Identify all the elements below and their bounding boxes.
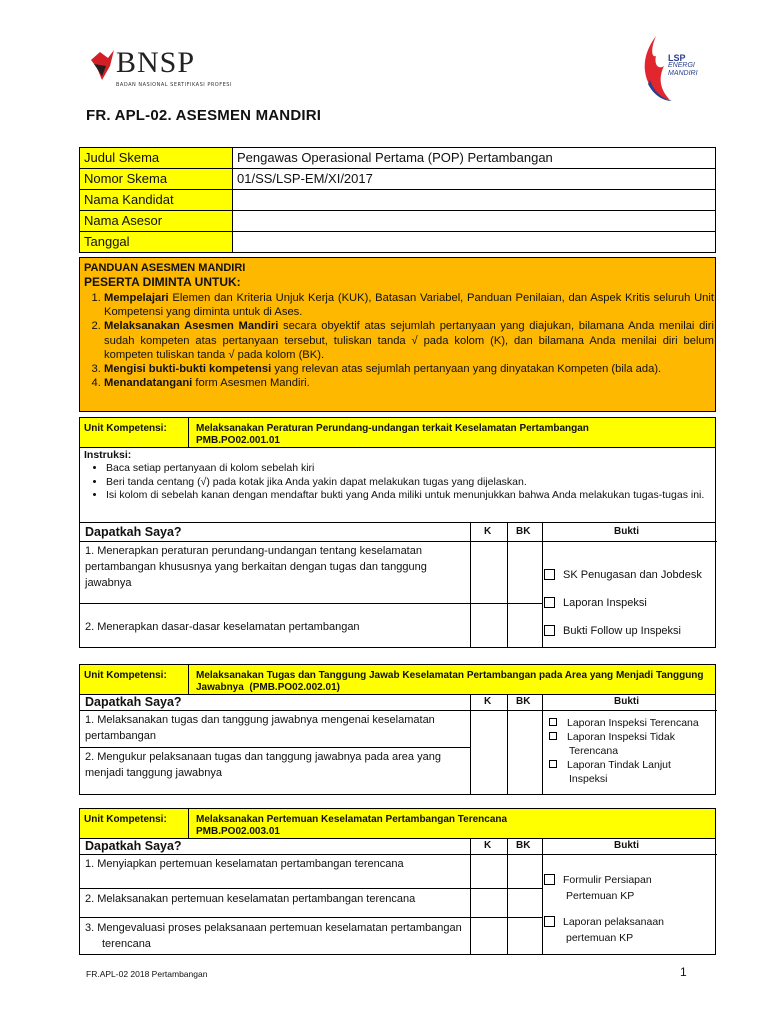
divider — [80, 888, 542, 889]
bukti-label: Laporan Inspeksi Tidak Terencana — [567, 731, 675, 757]
question-text: 2. Melaksanakan pertemuan keselamatan pertambangan terencana — [85, 893, 416, 905]
bukti-item — [544, 872, 704, 904]
header-row — [80, 148, 716, 169]
lsp-logo-line1: LSP — [668, 53, 686, 63]
divider — [188, 809, 189, 838]
bukti-label: Laporan Inspeksi — [563, 597, 647, 609]
header-row — [80, 232, 716, 253]
column-header-bk: BK — [516, 840, 531, 851]
lsp-logo — [636, 34, 720, 104]
guide-subtitle: PESERTA DIMINTA UNTUK: — [84, 275, 241, 289]
unit-code: PMB.PO02.003.01 — [196, 826, 280, 837]
column-header-bk: BK — [516, 696, 531, 707]
bukti-item — [549, 716, 709, 730]
instruction-item: • Baca setiap pertanyaan di kolom sebelah kiri — [106, 462, 706, 476]
bukti-label: Formulir Persiapan Pertemuan KP — [563, 874, 652, 902]
divider — [470, 603, 542, 604]
column-header-k: K — [484, 696, 492, 707]
question-text: 2. Mengukur pelaksanaan tugas dan tanggung jawabnya pada area yang menjadi tanggung jawabnya — [85, 751, 441, 779]
header-label: Nomor Skema — [80, 169, 233, 190]
bukti-checkbox[interactable] — [544, 625, 555, 636]
divider — [80, 854, 717, 855]
scheme-header-table — [79, 147, 716, 253]
unit-title — [196, 814, 709, 838]
document-title: FR. APL-02. ASESMEN MANDIRI — [86, 107, 322, 124]
column-header-question: Dapatkah Saya? — [85, 839, 182, 853]
divider — [80, 603, 470, 604]
bukti-checkbox[interactable] — [544, 597, 555, 608]
unit-kompetensi-header — [79, 417, 716, 448]
unit-kompetensi-header — [79, 808, 716, 839]
guide-item-text: Elemen dan Kriteria Unjuk Kerja (KUK), Batasan Variabel, Panduan Penilaian, dan Aspek Kritis seluruh Unit Kompetensi yang diminta untuk di Ases. — [104, 292, 714, 319]
unit-label: Unit Kompetensi: — [84, 670, 167, 681]
column-header-question: Dapatkah Saya? — [85, 525, 182, 539]
nama-asesor-field[interactable] — [233, 211, 716, 232]
unit-title — [196, 423, 709, 447]
unit-label: Unit Kompetensi: — [84, 814, 167, 825]
instruction-item: • Beri tanda centang (√) pada kotak jika Anda yakin dapat melakukan tugas yang dijelaskan. — [106, 476, 706, 490]
bukti-item — [544, 568, 702, 583]
unit-title-text: Melaksanakan Pertemuan Keselamatan Pertambangan Terencana — [196, 814, 508, 825]
guide-item — [104, 319, 714, 362]
instructions-box — [79, 447, 716, 523]
column-header-bukti: Bukti — [614, 840, 639, 851]
question-text: 1. Melaksanakan tugas dan tanggung jawabnya mengenai keselamatan pertambangan — [85, 714, 435, 742]
guide-item-bold: Melaksanakan Asesmen Mandiri — [104, 320, 279, 333]
header-label: Nama Asesor — [80, 211, 233, 232]
divider — [80, 747, 470, 748]
column-header-bk: BK — [516, 526, 531, 537]
guide-list — [84, 291, 714, 390]
header-row — [80, 211, 716, 232]
unit-title-text: Melaksanakan Tugas dan Tanggung Jawab Keselamatan Pertambangan pada Area yang Menjadi Tanggung Jawabnya — [196, 670, 704, 693]
divider — [507, 838, 508, 954]
bnsp-emblem-icon — [88, 46, 116, 86]
divider — [80, 710, 717, 711]
bnsp-logo — [88, 44, 232, 100]
bukti-item — [549, 730, 709, 758]
guide-item-bold: Mengisi bukti-bukti kompetensi — [104, 363, 272, 376]
page-number: 1 — [680, 965, 687, 979]
bukti-label: Laporan Tindak Lanjut Inspeksi — [567, 759, 671, 785]
instructions-list — [84, 462, 706, 503]
bukti-checkbox[interactable] — [544, 569, 555, 580]
bukti-checkbox[interactable] — [549, 760, 557, 768]
divider — [542, 838, 543, 954]
column-header-bukti: Bukti — [614, 696, 639, 707]
guide-item-bold: Menandatangani — [104, 377, 193, 390]
guide-box — [79, 257, 716, 412]
header-row — [80, 190, 716, 211]
guide-item — [104, 291, 714, 319]
unit-title — [196, 670, 709, 694]
column-header-question: Dapatkah Saya? — [85, 695, 182, 709]
bukti-checkbox[interactable] — [544, 916, 555, 927]
divider — [188, 418, 189, 447]
column-header-bukti: Bukti — [614, 526, 639, 537]
lsp-logo-line3: MANDIRI — [668, 70, 698, 77]
guide-title: PANDUAN ASESMEN MANDIRI — [84, 262, 246, 274]
bnsp-logo-subtitle: BADAN NASIONAL SERTIFIKASI PROFESI — [116, 82, 232, 88]
column-header-k: K — [484, 840, 492, 851]
bnsp-logo-text: BNSP — [116, 46, 196, 79]
header-value: 01/SS/LSP-EM/XI/2017 — [233, 169, 716, 190]
header-label: Nama Kandidat — [80, 190, 233, 211]
instruction-item: • Isi kolom di sebelah kanan dengan mendaftar bukti yang Anda miliki untuk menunjukkan bahwa Anda melakukan tugas-tugas ini. — [106, 489, 706, 503]
bukti-label: Laporan Inspeksi Terencana — [567, 717, 699, 729]
footer-label: FR.APL-02 2018 Pertambangan — [86, 969, 208, 979]
question-text: 3. Mengevaluasi proses pelaksanaan pertemuan keselamatan pertambangan terencana — [85, 922, 462, 950]
divider — [470, 838, 471, 954]
header-row — [80, 169, 716, 190]
bukti-item — [544, 624, 702, 639]
header-label: Tanggal — [80, 232, 233, 253]
bukti-item — [544, 914, 704, 946]
divider — [470, 694, 471, 794]
question-text: 1. Menyiapkan pertemuan keselamatan pertambangan terencana — [85, 858, 404, 870]
instructions-title: Instruksi: — [84, 449, 132, 461]
tanggal-field[interactable] — [233, 232, 716, 253]
bukti-checkbox[interactable] — [549, 732, 557, 740]
guide-item-text: form Asesmen Mandiri. — [192, 377, 310, 390]
bukti-item — [549, 758, 709, 786]
divider — [507, 694, 508, 794]
question-text: 1. Menerapkan peraturan perundang-undangan tentang keselamatan pertambangan khususnya yang berkaitan dengan tugas dan tanggung jawabnya — [85, 545, 427, 589]
unit-3-bukti-list — [544, 872, 704, 946]
guide-item — [104, 376, 714, 390]
guide-item-text: secara obyektif atas sejumlah pertanyaan yang diajukan, bilamana Anda menilai diri sudah kompeten atas pertanyaan tersebut, tuliskan tanda √ pada kolom (K), dan bilamana Anda menilai diri belum kompeten tuliskan tanda √ pada kolom (BK). — [104, 320, 714, 361]
divider — [542, 694, 543, 794]
guide-item-bold: Mempelajari — [104, 292, 169, 304]
divider — [80, 541, 717, 542]
header-label: Judul Skema — [80, 148, 233, 169]
unit-kompetensi-header — [79, 664, 716, 695]
unit-2-bukti-list — [549, 716, 709, 786]
column-header-k: K — [484, 526, 492, 537]
bukti-label: Bukti Follow up Inspeksi — [563, 625, 681, 637]
unit-code: PMB.PO02.001.01 — [196, 435, 280, 446]
divider — [188, 665, 189, 694]
header-value: Pengawas Operasional Pertama (POP) Pertambangan — [233, 148, 716, 169]
guide-item — [104, 362, 714, 376]
unit-1-bukti-list — [544, 568, 702, 639]
bukti-label: Laporan pelaksanaan pertemuan KP — [563, 916, 665, 944]
bukti-item — [544, 596, 702, 611]
guide-item-text: yang relevan atas sejumlah pertanyaan yang dinyatakan Kompeten (bila ada). — [271, 363, 662, 376]
unit-code: (PMB.PO02.002.01) — [249, 682, 340, 693]
question-text: 2. Menerapkan dasar-dasar keselamatan pertambangan — [85, 621, 360, 633]
divider — [80, 917, 542, 918]
lsp-logo-text — [668, 54, 698, 78]
lsp-logo-line2: ENERGI — [668, 62, 695, 69]
unit-title-text: Melaksanakan Peraturan Perundang-undangan terkait Keselamatan Pertambangan — [196, 423, 589, 434]
bukti-label: SK Penugasan dan Jobdesk — [563, 569, 702, 581]
bukti-checkbox[interactable] — [549, 718, 557, 726]
unit-label: Unit Kompetensi: — [84, 423, 167, 434]
nama-kandidat-field[interactable] — [233, 190, 716, 211]
bukti-checkbox[interactable] — [544, 874, 555, 885]
